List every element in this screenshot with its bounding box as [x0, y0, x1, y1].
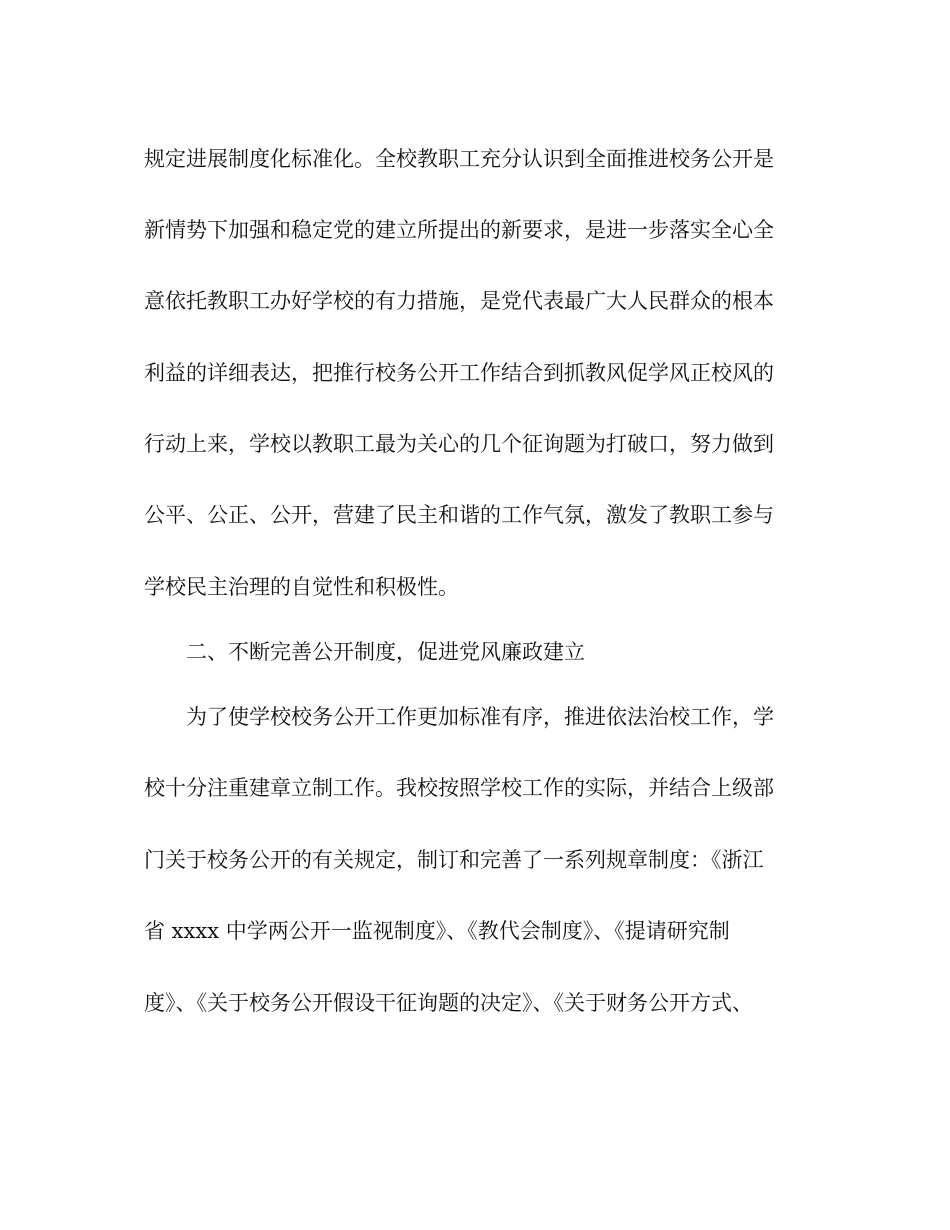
paragraph-line-2: 新情势下加强和稳定党的建立所提出的新要求，是进一步落实全心全 [144, 218, 774, 242]
paragraph-line-8: 为了使学校校务公开工作更加标准有序，推进依法治校工作，学 [186, 705, 774, 729]
paragraph-line-7: 学校民主治理的自觉性和积极性。 [144, 575, 459, 599]
paragraph-line-3: 意依托教职工办好学校的有力措施，是党代表最广大人民群众的根本 [144, 289, 774, 313]
section-heading: 二、不断完善公开制度，促进党风廉政建立 [186, 640, 585, 664]
paragraph-line-9: 校十分注重建章立制工作。我校按照学校工作的实际，并结合上级部 [144, 776, 774, 800]
paragraph-line-5: 行动上来，学校以教职工最为关心的几个征询题为打破口，努力做到 [144, 432, 774, 456]
paragraph-line-1: 规定进展制度化标准化。全校教职工充分认识到全面推进校务公开是 [144, 147, 774, 171]
paragraph-line-4: 利益的详细表达，把推行校务公开工作结合到抓教风促学风正校风的 [144, 361, 774, 385]
paragraph-line-6: 公平、公正、公开，营建了民主和谐的工作气氛，激发了教职工参与 [144, 503, 774, 527]
paragraph-line-10: 门关于校务公开的有关规定，制订和完善了一系列规章制度：《浙江 [144, 848, 764, 872]
paragraph-line-12: 度》、《关于校务公开假设干征询题的决定》、《关于财务公开方式、 [144, 991, 753, 1015]
paragraph-line-11: 省 xxxx 中学两公开一监视制度》、《教代会制度》、《提请研究制 [144, 919, 730, 943]
